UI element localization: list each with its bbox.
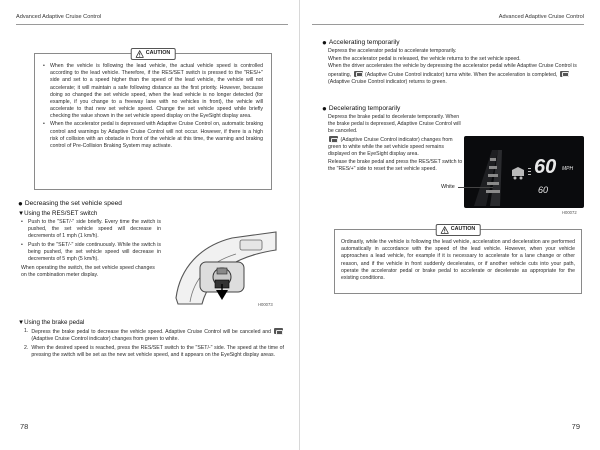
section-decreasing-title: ● Decreasing the set vehicle speed (18, 198, 122, 208)
accelerating-text (328, 48, 584, 86)
brake-instructions (24, 328, 284, 361)
page-number-left: 78 (20, 421, 29, 431)
page-number-right: 79 (571, 421, 580, 431)
bullet-dot-icon: • (43, 63, 45, 69)
left-caution-bullet (43, 63, 263, 120)
right-header-rule (312, 24, 584, 25)
brake-step-text: (Adaptive Cruise Control indicator) changes from green to white. (31, 336, 179, 343)
figure-id-h00073: H00073 (258, 302, 273, 307)
figure-id-h00072: H00072 (562, 210, 577, 215)
cruise-indicator-icon (512, 167, 524, 176)
accelerating-line: (Adaptive Cruise Control indicator) turns white. When the acceleration is completed, (364, 71, 558, 78)
filled-circle-bullet-icon: ● (18, 198, 23, 208)
left-caution-badge (131, 48, 176, 60)
display-small-speed: 60 (538, 185, 549, 195)
accelerating-line: When the accelerator pedal is released, the vehicle returns to the set vehicle speed. (328, 55, 521, 62)
right-caution-badge (436, 224, 481, 236)
filled-circle-bullet-icon: ● (322, 37, 327, 47)
right-page (300, 0, 600, 450)
decelerating-text (328, 114, 464, 174)
section-accelerating-title: ● Accelerating temporarily (322, 37, 400, 47)
step-number-2: 2. (24, 344, 29, 351)
accelerating-line: (Adaptive Cruise Control indicator) returns to green. (328, 78, 447, 85)
step-number-1: 1. (24, 328, 29, 334)
cruise-indicator-icon (354, 71, 363, 77)
filled-circle-bullet-icon: ● (322, 103, 327, 113)
cruise-indicator-icon (329, 136, 338, 142)
display-callout-label: White (441, 184, 455, 190)
resset-bullet-text: Push to the "SET/-" side continuously. While the switch is being pushed, the set vehicle speed will decrease in decrements of 5 mph (5 km/h). (28, 242, 161, 263)
resset-bullet-text: Push to the "SET/-" side briefly. Every time the switch is pushed, the set vehicle speed will decrease in decrements of 1 mph (1 km/h). (28, 219, 161, 240)
cruise-indicator-icon (274, 328, 283, 334)
bullet-dot-icon: • (43, 121, 45, 128)
resset-bullet (21, 219, 161, 241)
decelerating-line: Release the brake pedal and press the RES/SET switch to the "RES/+" side to reset the set vehicle speed. (328, 159, 463, 173)
resset-bullet (21, 242, 161, 264)
eyesight-display (464, 136, 584, 208)
resset-note: When operating the switch, the set vehicle speed changes on the combination meter display. (21, 265, 155, 279)
left-caution-bullet (43, 121, 263, 150)
section-decelerating-title: ● Decelerating temporarily (322, 103, 401, 113)
warning-triangle-icon (136, 50, 144, 58)
resset-instructions (21, 219, 161, 280)
right-caution-text: Ordinarily, while the vehicle is following the lead vehicle, acceleration and deceleration are performed automatically in accordance with the speed of the lead vehicle. However, when your vehicle approaches a lead vehicle, for example if it is necessary to accelerate for a lane change or other reason, and if the vehicle in front suddenly decelerates, or if another vehicle cuts into your path, operate the accelerator pedal or brake pedal to accelerate or decelerate as appropriate for the existing conditions. (341, 239, 575, 281)
brake-step (24, 328, 284, 344)
accelerating-line: When the driver accelerates the vehicle by depressing the accelerator pedal while Adaptive Cruise Control is operating, (328, 63, 577, 78)
decelerating-line: Depress the brake pedal to decelerate temporarily. When the brake pedal is depressed, Adaptive Cruise Control will be canceled. (328, 114, 461, 135)
subsection-resset-title: ▼Using the RES/SET switch (18, 210, 98, 217)
display-big-speed: 60 (534, 156, 557, 178)
right-page-header: Advanced Adaptive Cruise Control (498, 14, 584, 20)
left-caution-bullet-text: When the vehicle is following the lead vehicle, the actual vehicle speed is controlled according to the lead vehicle. Therefore, if the RES/SET switch is pressed to the "RES/+" side and set to a speed higher than the speed of the lead vehicle, the vehicle will not accelerate; it will maintain a safe following distance as the first priority. However, because doing so changed the set vehicle speed, when the lead vehicle is no longer detected (for example, if you change to a freeway lane with no vehicles in front), the vehicle will accelerate to that new set vehicle speed. Change the set vehicle speed while briefly checking the value shown in the set vehicle speed display on the EyeSight display area. (50, 63, 263, 120)
bullet-dot-icon: • (21, 219, 23, 225)
steering-switch-figure (170, 228, 280, 306)
triangle-bullet-icon: ▼ (18, 319, 25, 326)
triangle-bullet-icon: ▼ (18, 210, 25, 217)
brake-step-text: Depress the brake pedal to decrease the vehicle speed. Adaptive Cruise Control will be canceled and (31, 329, 272, 335)
accelerating-line: Depress the accelerator pedal to accelerate temporarily. (328, 48, 457, 54)
display-unit: MPH (562, 166, 574, 172)
left-header-rule (16, 24, 288, 25)
right-caution-label: CAUTION (450, 226, 476, 233)
bullet-dot-icon: • (21, 242, 23, 249)
right-caution-box (334, 226, 582, 294)
left-caution-box (34, 50, 272, 190)
display-callout-line (458, 187, 493, 188)
warning-triangle-icon (441, 226, 449, 234)
left-caution-label: CAUTION (145, 50, 171, 57)
decelerating-line: (Adaptive Cruise Control indicator) changes from green to white while the set vehicle speed remains displayed on the EyeSight display area. (328, 137, 453, 158)
brake-step-text: When the desired speed is reached, press the RES/SET switch to the "SET/-" side. The speed at the time of pressing the switch will be set as the new set vehicle speed, and it appears on the EyeSight display areas. (31, 344, 284, 359)
brake-step (24, 345, 284, 360)
left-page-header: Advanced Adaptive Cruise Control (16, 14, 102, 20)
cruise-indicator-icon (560, 71, 569, 77)
left-caution-bullet-text: When the accelerator pedal is depressed with Adaptive Cruise Control on, automatic braking control and warnings by Adaptive Cruise Control will not occur. However, if there is a high risk of collision with an obstacle in front of the vehicle at this time, the warning and braking control of Pre-Collision Braking System may activate. (50, 121, 263, 149)
subsection-brake-title: ▼Using the brake pedal (18, 319, 85, 326)
